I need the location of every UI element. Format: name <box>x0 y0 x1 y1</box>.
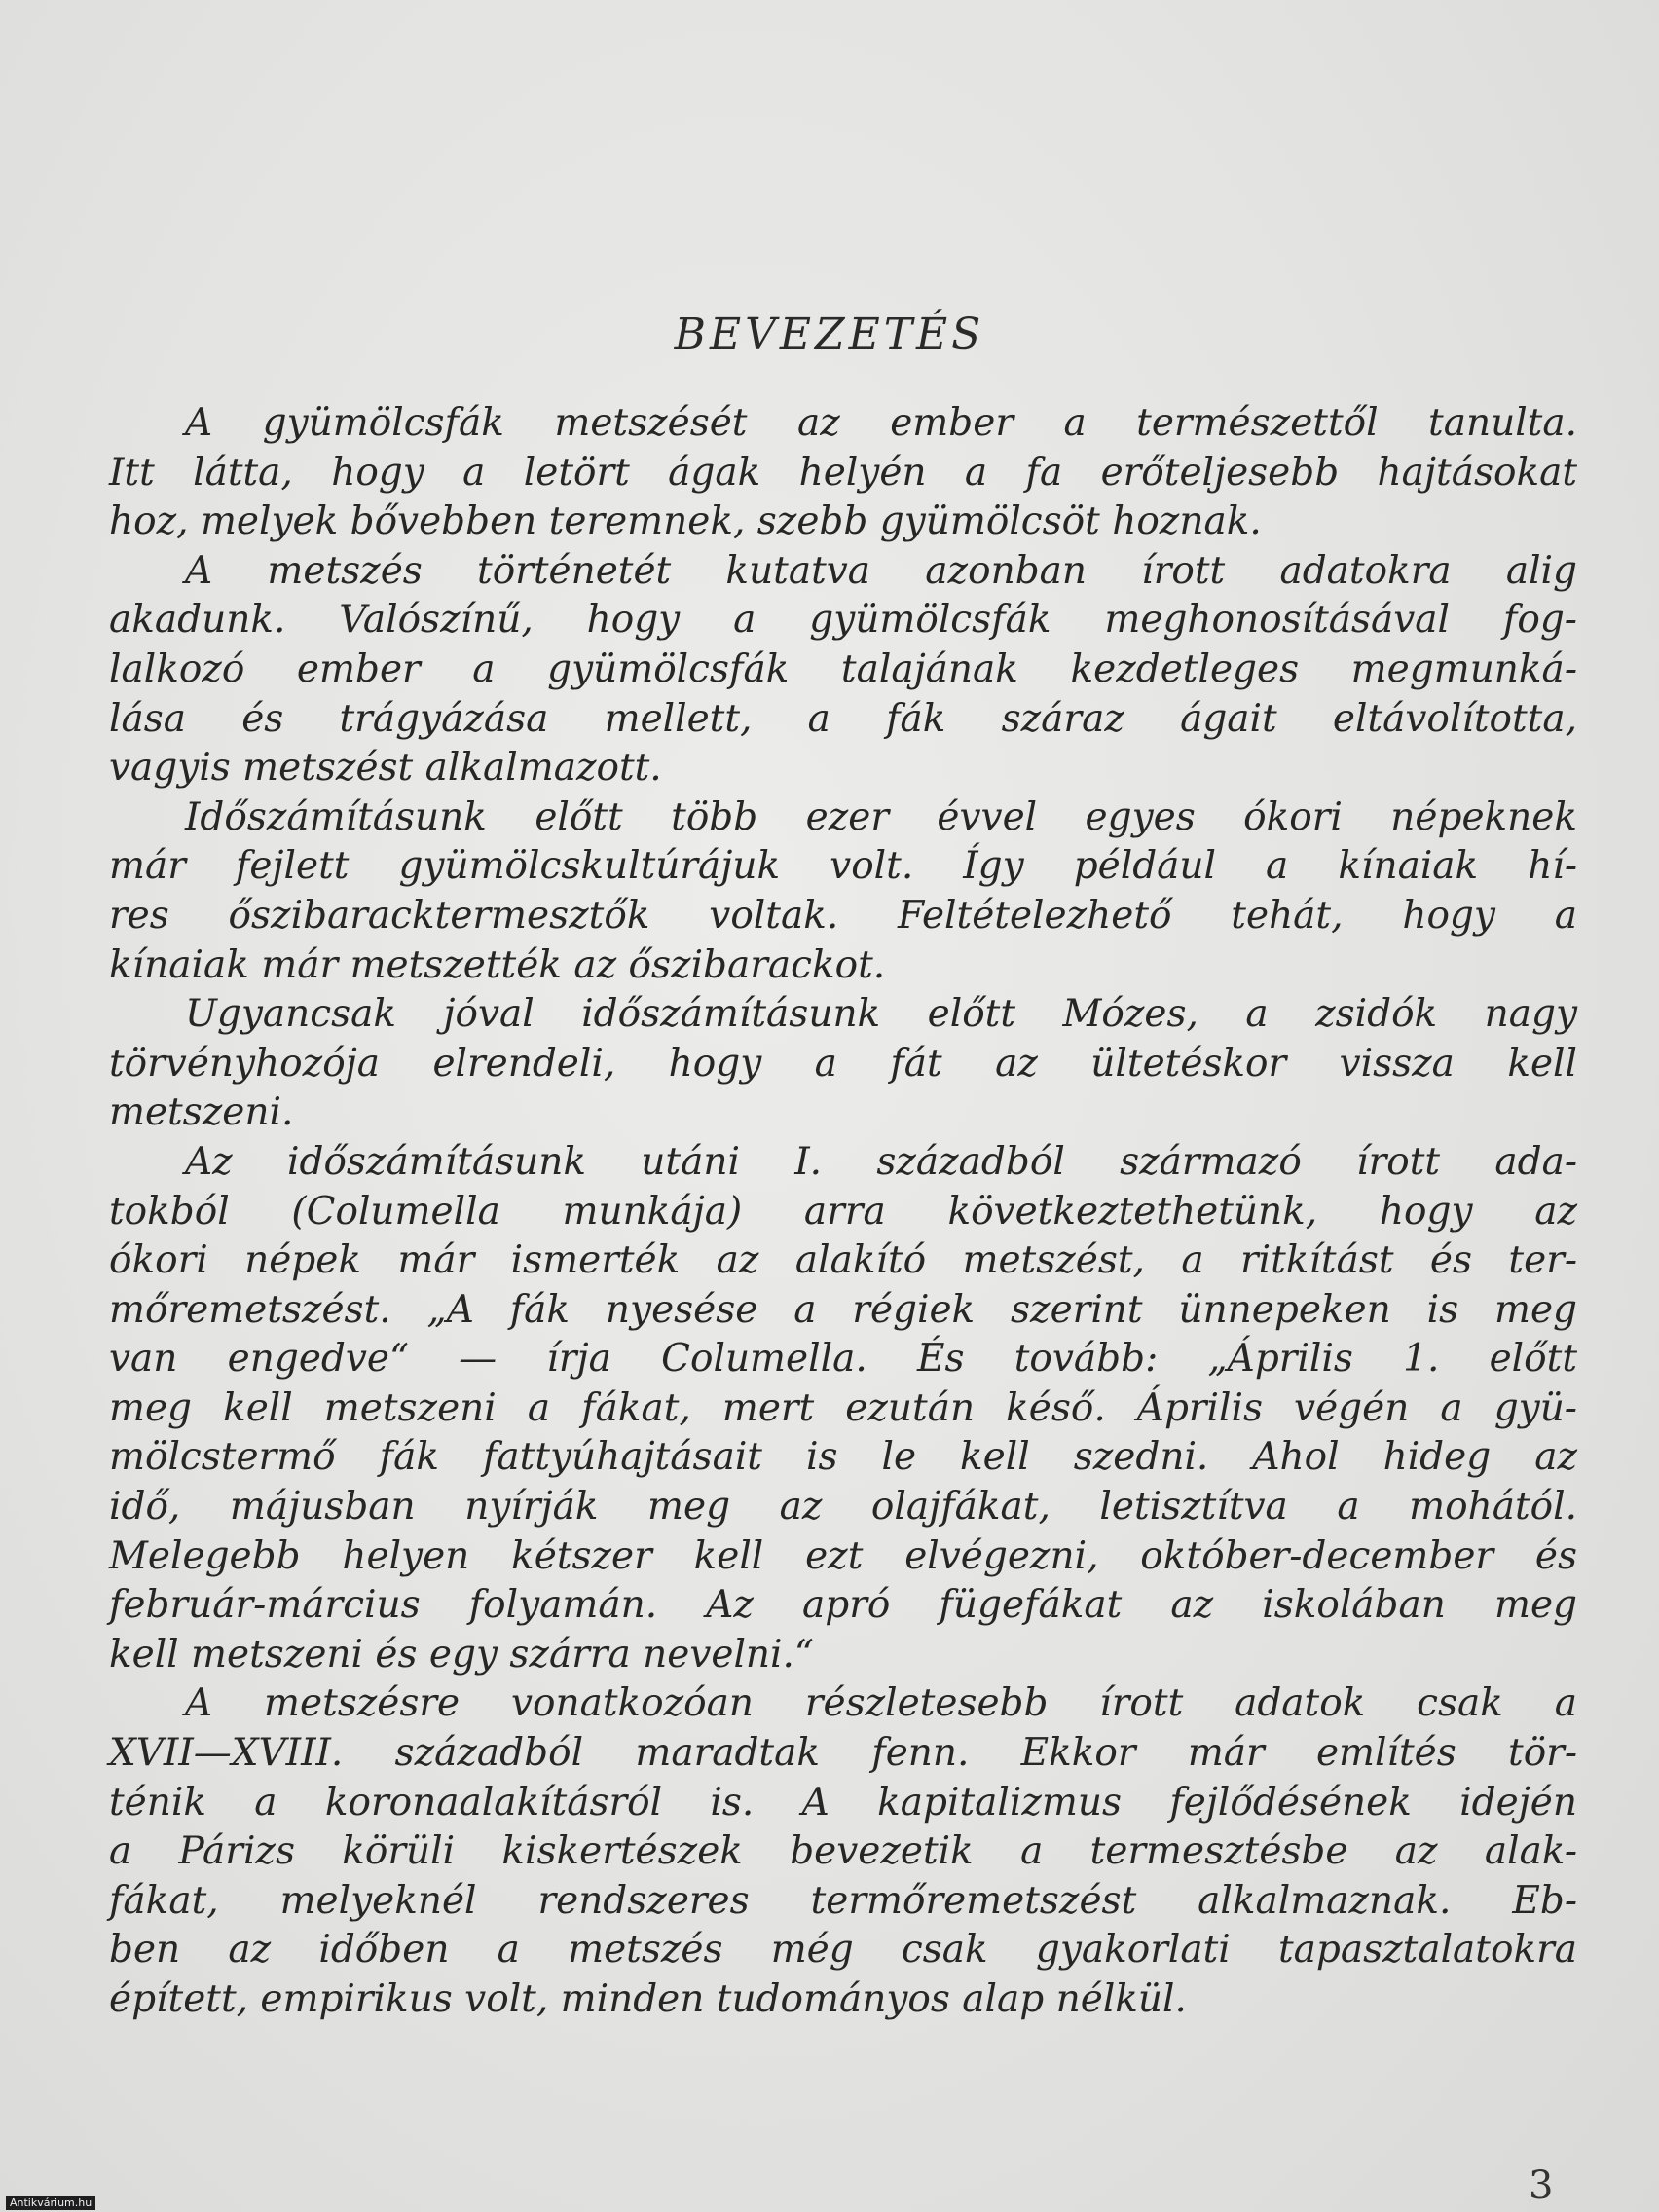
text-line: épített, empirikus volt, minden tudományos alap nélkül. <box>109 1977 1187 2021</box>
text-line: ókori népek már ismerték az alakító metszést, a ritkítást és ter- <box>109 1238 1577 1283</box>
body-text <box>109 399 1577 2025</box>
text-line: törvényhozója elrendeli, hogy a fát az ültetéskor vissza kell <box>109 1041 1577 1086</box>
text-line: akadunk. Valószínű, hogy a gyümölcsfák meghonosításával fog- <box>109 598 1577 643</box>
text-line: február-március folyamán. Az apró fügefákat az iskolában meg <box>109 1583 1577 1628</box>
text-line: kell metszeni és egy szárra nevelni.“ <box>109 1632 814 1677</box>
text-line: mölcstermő fák fattyúhajtásait is le kell szedni. Ahol hideg az <box>109 1435 1577 1480</box>
text-line: a Párizs körüli kiskertészek bevezetik a termesztésbe az alak- <box>109 1829 1577 1874</box>
text-line: vagyis metszést alkalmazott. <box>109 746 662 791</box>
paragraph <box>109 793 1577 990</box>
paragraph <box>109 399 1577 547</box>
text-line: A gyümölcsfák metszését az ember a természettől tanulta. <box>185 401 1577 445</box>
text-line: fákat, melyeknél rendszeres termőremetszést alkalmaznak. Eb- <box>109 1878 1577 1923</box>
text-line: XVII—XVIII. századból maradtak fenn. Ekkor már említés tör- <box>109 1731 1577 1776</box>
text-line: A metszés történetét kutatva azonban írott adatokra alig <box>185 548 1577 593</box>
watermark-label: Antikvárium.hu <box>6 2196 95 2210</box>
text-line: hoz, melyek bővebben teremnek, szebb gyümölcsöt hoznak. <box>109 499 1262 544</box>
text-line: lalkozó ember a gyümölcsfák talajának kezdetleges megmunká- <box>109 646 1577 691</box>
text-line: res őszibaracktermesztők voltak. Feltételezhető tehát, hogy a <box>109 893 1577 938</box>
page-number: 3 <box>1529 2163 1554 2208</box>
text-line: Melegebb helyen kétszer kell ezt elvégezni, október-december és <box>109 1533 1577 1578</box>
text-line: Itt látta, hogy a letört ágak helyén a fa erőteljesebb hajtásokat <box>109 450 1577 495</box>
text-line: tokból (Columella munkája) arra következtethetünk, hogy az <box>109 1189 1577 1234</box>
text-line: meg kell metszeni a fákat, mert ezután késő. Április végén a gyü- <box>109 1385 1577 1430</box>
paragraph <box>109 1679 1577 2024</box>
text-line: már fejlett gyümölcskultúrájuk volt. Így például a kínaiak hí- <box>109 844 1577 889</box>
text-line: idő, májusban nyírják meg az olajfákat, letisztítva a mohától. <box>109 1485 1577 1530</box>
paragraph <box>109 990 1577 1138</box>
paragraph <box>109 1138 1577 1680</box>
text-line: lása és trágyázása mellett, a fák száraz ágait eltávolította, <box>109 696 1577 741</box>
text-line: ben az időben a metszés még csak gyakorlati tapasztalatokra <box>109 1928 1577 1972</box>
text-line: A metszésre vonatkozóan részletesebb írott adatok csak a <box>185 1681 1577 1726</box>
text-line: Időszámításunk előtt több ezer évvel egyes ókori népeknek <box>185 794 1577 839</box>
text-line: metszeni. <box>109 1090 294 1135</box>
text-line: van engedve“ — írja Columella. És tovább: „Április 1. előtt <box>109 1337 1577 1382</box>
paragraph <box>109 547 1577 793</box>
text-line: Ugyancsak jóval időszámításunk előtt Mózes, a zsidók nagy <box>185 992 1577 1037</box>
text-line: kínaiak már metszették az őszibarackot. <box>109 942 886 987</box>
chapter-heading: BEVEZETÉS <box>674 310 985 359</box>
text-line: mőremetszést. „A fák nyesése a régiek szerint ünnepeken is meg <box>109 1287 1577 1332</box>
text-line: ténik a koronaalakításról is. A kapitalizmus fejlődésének idején <box>109 1780 1577 1825</box>
text-line: Az időszámításunk utáni I. századból származó írott ada- <box>185 1139 1577 1184</box>
